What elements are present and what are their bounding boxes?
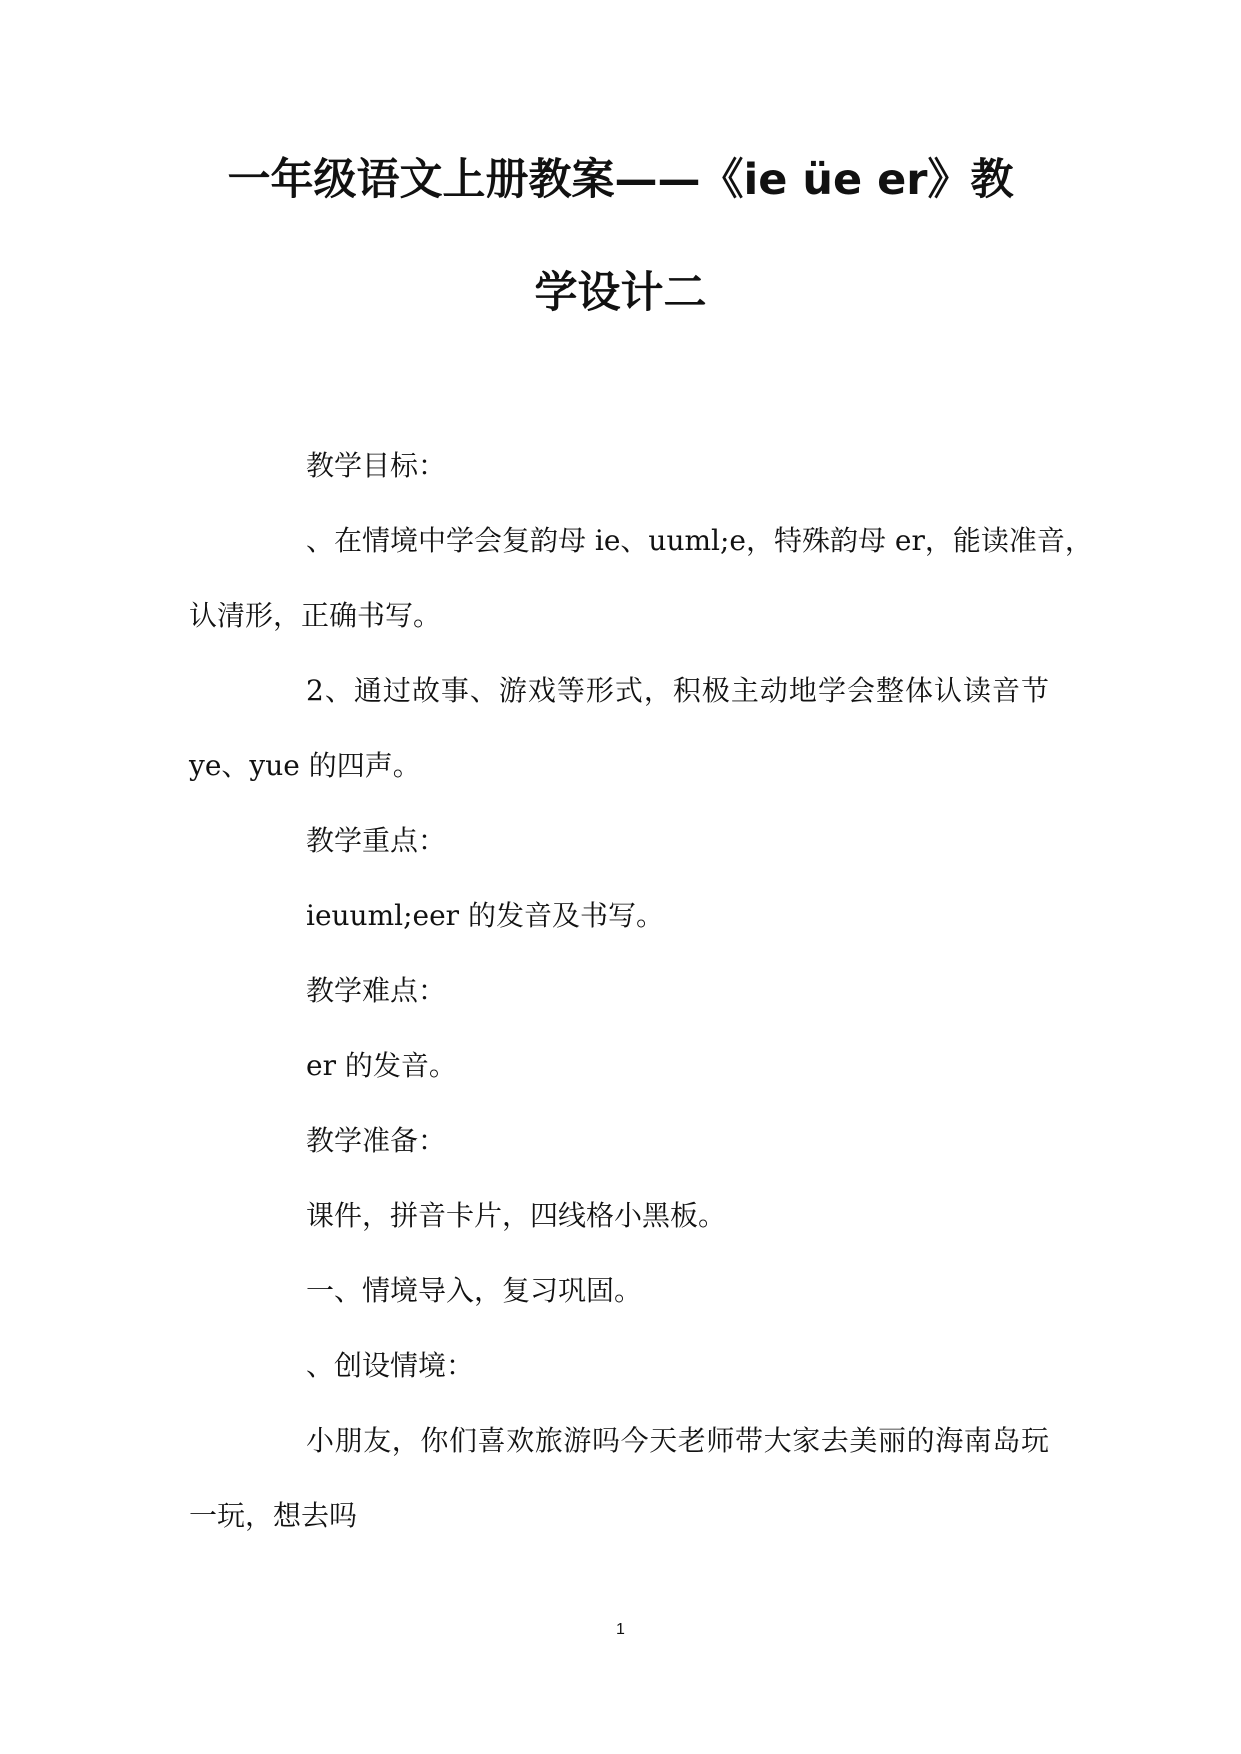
paragraph-line: 小朋友，你们喜欢旅游吗今天老师带大家去美丽的海南岛玩 xyxy=(306,1424,1049,1457)
paragraph-line: 一玩，想去吗 xyxy=(189,1499,358,1532)
paragraph-line: ye、yue 的四声。 xyxy=(189,749,421,782)
section-heading-key-points: 教学重点： xyxy=(306,824,447,857)
paragraph-line: ieuuml;eer 的发音及书写。 xyxy=(306,899,664,932)
section-heading-objectives: 教学目标： xyxy=(306,449,447,482)
section-heading-introduction: 一、情境导入，复习巩固。 xyxy=(306,1274,643,1307)
paragraph-line: 、创设情境： xyxy=(306,1349,475,1382)
section-heading-difficulties: 教学难点： xyxy=(306,974,447,1007)
page-number: 1 xyxy=(616,1621,625,1638)
paragraph-line: 、在情境中学会复韵母 ie、uuml;e，特殊韵母 er，能读准音， xyxy=(306,524,1093,557)
document-title-line-2: 学设计二 xyxy=(534,268,707,318)
paragraph-line: 课件，拼音卡片，四线格小黑板。 xyxy=(306,1199,727,1232)
paragraph-line: 2、通过故事、游戏等形式，积极主动地学会整体认读音节 xyxy=(306,674,1049,707)
paragraph-line: er 的发音。 xyxy=(306,1049,457,1082)
document-title-line-1: 一年级语文上册教案——《ie üe er》教 xyxy=(227,155,1014,205)
section-heading-preparation: 教学准备： xyxy=(306,1124,447,1157)
paragraph-line: 认清形，正确书写。 xyxy=(189,599,442,632)
